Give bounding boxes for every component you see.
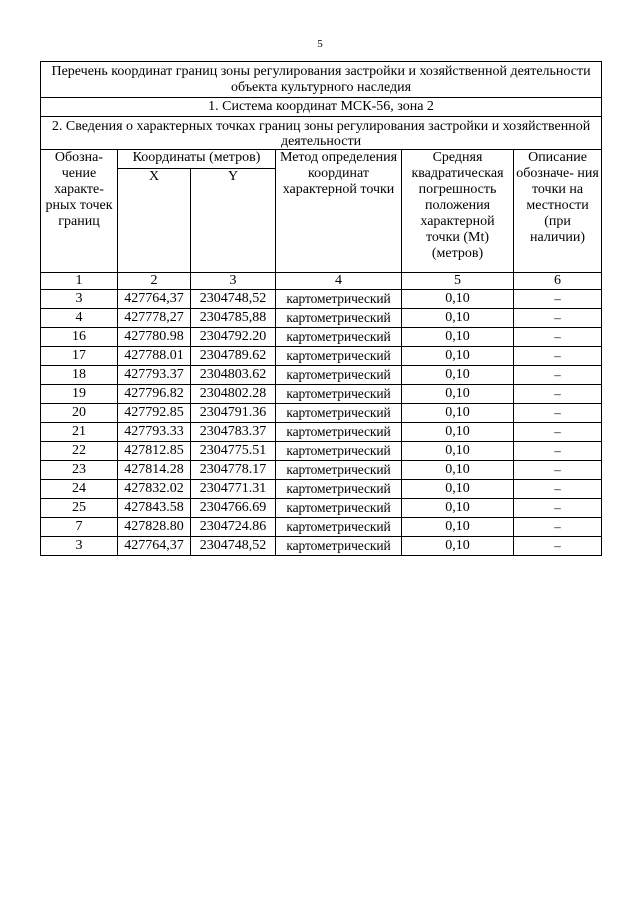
y-coordinate-cell: 2304778.17 bbox=[191, 461, 276, 480]
y-coordinate-cell: 2304792.20 bbox=[191, 328, 276, 347]
point-cell: 19 bbox=[41, 385, 118, 404]
page-number: 5 bbox=[317, 38, 323, 50]
error-cell: 0,10 bbox=[402, 461, 514, 480]
header-method: Метод определения координат характерной точки bbox=[276, 150, 402, 273]
method-cell: картометрический bbox=[276, 518, 402, 537]
table-row bbox=[41, 499, 602, 518]
point-cell: 23 bbox=[41, 461, 118, 480]
y-coordinate-cell: 2304771.31 bbox=[191, 480, 276, 499]
point-cell: 25 bbox=[41, 499, 118, 518]
column-number: 1 bbox=[41, 273, 118, 290]
error-cell: 0,10 bbox=[402, 290, 514, 309]
point-cell: 18 bbox=[41, 366, 118, 385]
coordinate-system: 1. Система координат МСК-56, зона 2 bbox=[41, 98, 602, 117]
x-coordinate-cell: 427796.82 bbox=[118, 385, 191, 404]
description-cell: – bbox=[514, 347, 602, 366]
column-numbers-row bbox=[41, 273, 602, 290]
point-cell: 16 bbox=[41, 328, 118, 347]
y-coordinate-cell: 2304785,88 bbox=[191, 309, 276, 328]
error-cell: 0,10 bbox=[402, 328, 514, 347]
header-description: Описание обозначе- ния точки на местности (при наличии) bbox=[514, 150, 602, 273]
column-number: 3 bbox=[191, 273, 276, 290]
description-cell: – bbox=[514, 499, 602, 518]
table-row bbox=[41, 480, 602, 499]
table-row bbox=[41, 328, 602, 347]
x-coordinate-cell: 427780.98 bbox=[118, 328, 191, 347]
method-cell: картометрический bbox=[276, 480, 402, 499]
description-cell: – bbox=[514, 290, 602, 309]
x-coordinate-cell: 427843.58 bbox=[118, 499, 191, 518]
method-cell: картометрический bbox=[276, 309, 402, 328]
point-cell: 20 bbox=[41, 404, 118, 423]
description-cell: – bbox=[514, 385, 602, 404]
x-coordinate-cell: 427788.01 bbox=[118, 347, 191, 366]
method-cell: картометрический bbox=[276, 328, 402, 347]
coordinates-table bbox=[40, 61, 602, 556]
method-cell: картометрический bbox=[276, 290, 402, 309]
point-cell: 7 bbox=[41, 518, 118, 537]
header-designation: Обозна- чение характе- рных точек границ bbox=[41, 150, 118, 273]
section-title: 2. Сведения о характерных точках границ зоны регулирования застройки и хозяйственной деятельности bbox=[41, 117, 602, 150]
error-cell: 0,10 bbox=[402, 423, 514, 442]
error-cell: 0,10 bbox=[402, 366, 514, 385]
point-cell: 3 bbox=[41, 290, 118, 309]
error-cell: 0,10 bbox=[402, 518, 514, 537]
x-coordinate-cell: 427828.80 bbox=[118, 518, 191, 537]
description-cell: – bbox=[514, 442, 602, 461]
error-cell: 0,10 bbox=[402, 309, 514, 328]
method-cell: картометрический bbox=[276, 537, 402, 556]
point-cell: 17 bbox=[41, 347, 118, 366]
description-cell: – bbox=[514, 328, 602, 347]
method-cell: картометрический bbox=[276, 385, 402, 404]
method-cell: картометрический bbox=[276, 423, 402, 442]
y-coordinate-cell: 2304802.28 bbox=[191, 385, 276, 404]
description-cell: – bbox=[514, 309, 602, 328]
x-coordinate-cell: 427778,27 bbox=[118, 309, 191, 328]
table-row bbox=[41, 385, 602, 404]
method-cell: картометрический bbox=[276, 499, 402, 518]
table-row bbox=[41, 366, 602, 385]
description-cell: – bbox=[514, 518, 602, 537]
method-cell: картометрический bbox=[276, 347, 402, 366]
point-cell: 4 bbox=[41, 309, 118, 328]
y-coordinate-cell: 2304803.62 bbox=[191, 366, 276, 385]
y-coordinate-cell: 2304766.69 bbox=[191, 499, 276, 518]
table-row bbox=[41, 423, 602, 442]
column-number: 5 bbox=[402, 273, 514, 290]
method-cell: картометрический bbox=[276, 404, 402, 423]
table-row bbox=[41, 290, 602, 309]
x-coordinate-cell: 427812.85 bbox=[118, 442, 191, 461]
x-coordinate-cell: 427764,37 bbox=[118, 537, 191, 556]
table-row bbox=[41, 309, 602, 328]
table-row bbox=[41, 404, 602, 423]
method-cell: картометрический bbox=[276, 366, 402, 385]
column-number: 6 bbox=[514, 273, 602, 290]
point-cell: 21 bbox=[41, 423, 118, 442]
y-coordinate-cell: 2304791.36 bbox=[191, 404, 276, 423]
error-cell: 0,10 bbox=[402, 480, 514, 499]
table-title: Перечень координат границ зоны регулирования застройки и хозяйственной деятельности объекта культурного наследия bbox=[41, 62, 602, 98]
y-coordinate-cell: 2304783.37 bbox=[191, 423, 276, 442]
point-cell: 22 bbox=[41, 442, 118, 461]
header-coordinates: Координаты (метров) bbox=[118, 150, 276, 169]
y-coordinate-cell: 2304748,52 bbox=[191, 537, 276, 556]
error-cell: 0,10 bbox=[402, 385, 514, 404]
point-cell: 24 bbox=[41, 480, 118, 499]
error-cell: 0,10 bbox=[402, 404, 514, 423]
y-coordinate-cell: 2304775.51 bbox=[191, 442, 276, 461]
error-cell: 0,10 bbox=[402, 499, 514, 518]
header-y: Y bbox=[191, 169, 276, 273]
error-cell: 0,10 bbox=[402, 442, 514, 461]
table-row bbox=[41, 442, 602, 461]
header-error: Средняя квадратическая погрешность положения характерной точки (Mt) (метров) bbox=[402, 150, 514, 273]
point-cell: 3 bbox=[41, 537, 118, 556]
error-cell: 0,10 bbox=[402, 347, 514, 366]
x-coordinate-cell: 427793.33 bbox=[118, 423, 191, 442]
table-row bbox=[41, 461, 602, 480]
header-x: X bbox=[118, 169, 191, 273]
x-coordinate-cell: 427792.85 bbox=[118, 404, 191, 423]
x-coordinate-cell: 427832.02 bbox=[118, 480, 191, 499]
description-cell: – bbox=[514, 480, 602, 499]
y-coordinate-cell: 2304789.62 bbox=[191, 347, 276, 366]
error-cell: 0,10 bbox=[402, 537, 514, 556]
description-cell: – bbox=[514, 537, 602, 556]
description-cell: – bbox=[514, 366, 602, 385]
column-number: 2 bbox=[118, 273, 191, 290]
method-cell: картометрический bbox=[276, 461, 402, 480]
description-cell: – bbox=[514, 404, 602, 423]
x-coordinate-cell: 427764,37 bbox=[118, 290, 191, 309]
description-cell: – bbox=[514, 461, 602, 480]
method-cell: картометрический bbox=[276, 442, 402, 461]
x-coordinate-cell: 427793.37 bbox=[118, 366, 191, 385]
x-coordinate-cell: 427814.28 bbox=[118, 461, 191, 480]
table-row bbox=[41, 347, 602, 366]
description-cell: – bbox=[514, 423, 602, 442]
table-row bbox=[41, 518, 602, 537]
column-number: 4 bbox=[276, 273, 402, 290]
y-coordinate-cell: 2304748,52 bbox=[191, 290, 276, 309]
y-coordinate-cell: 2304724.86 bbox=[191, 518, 276, 537]
table-row bbox=[41, 537, 602, 556]
